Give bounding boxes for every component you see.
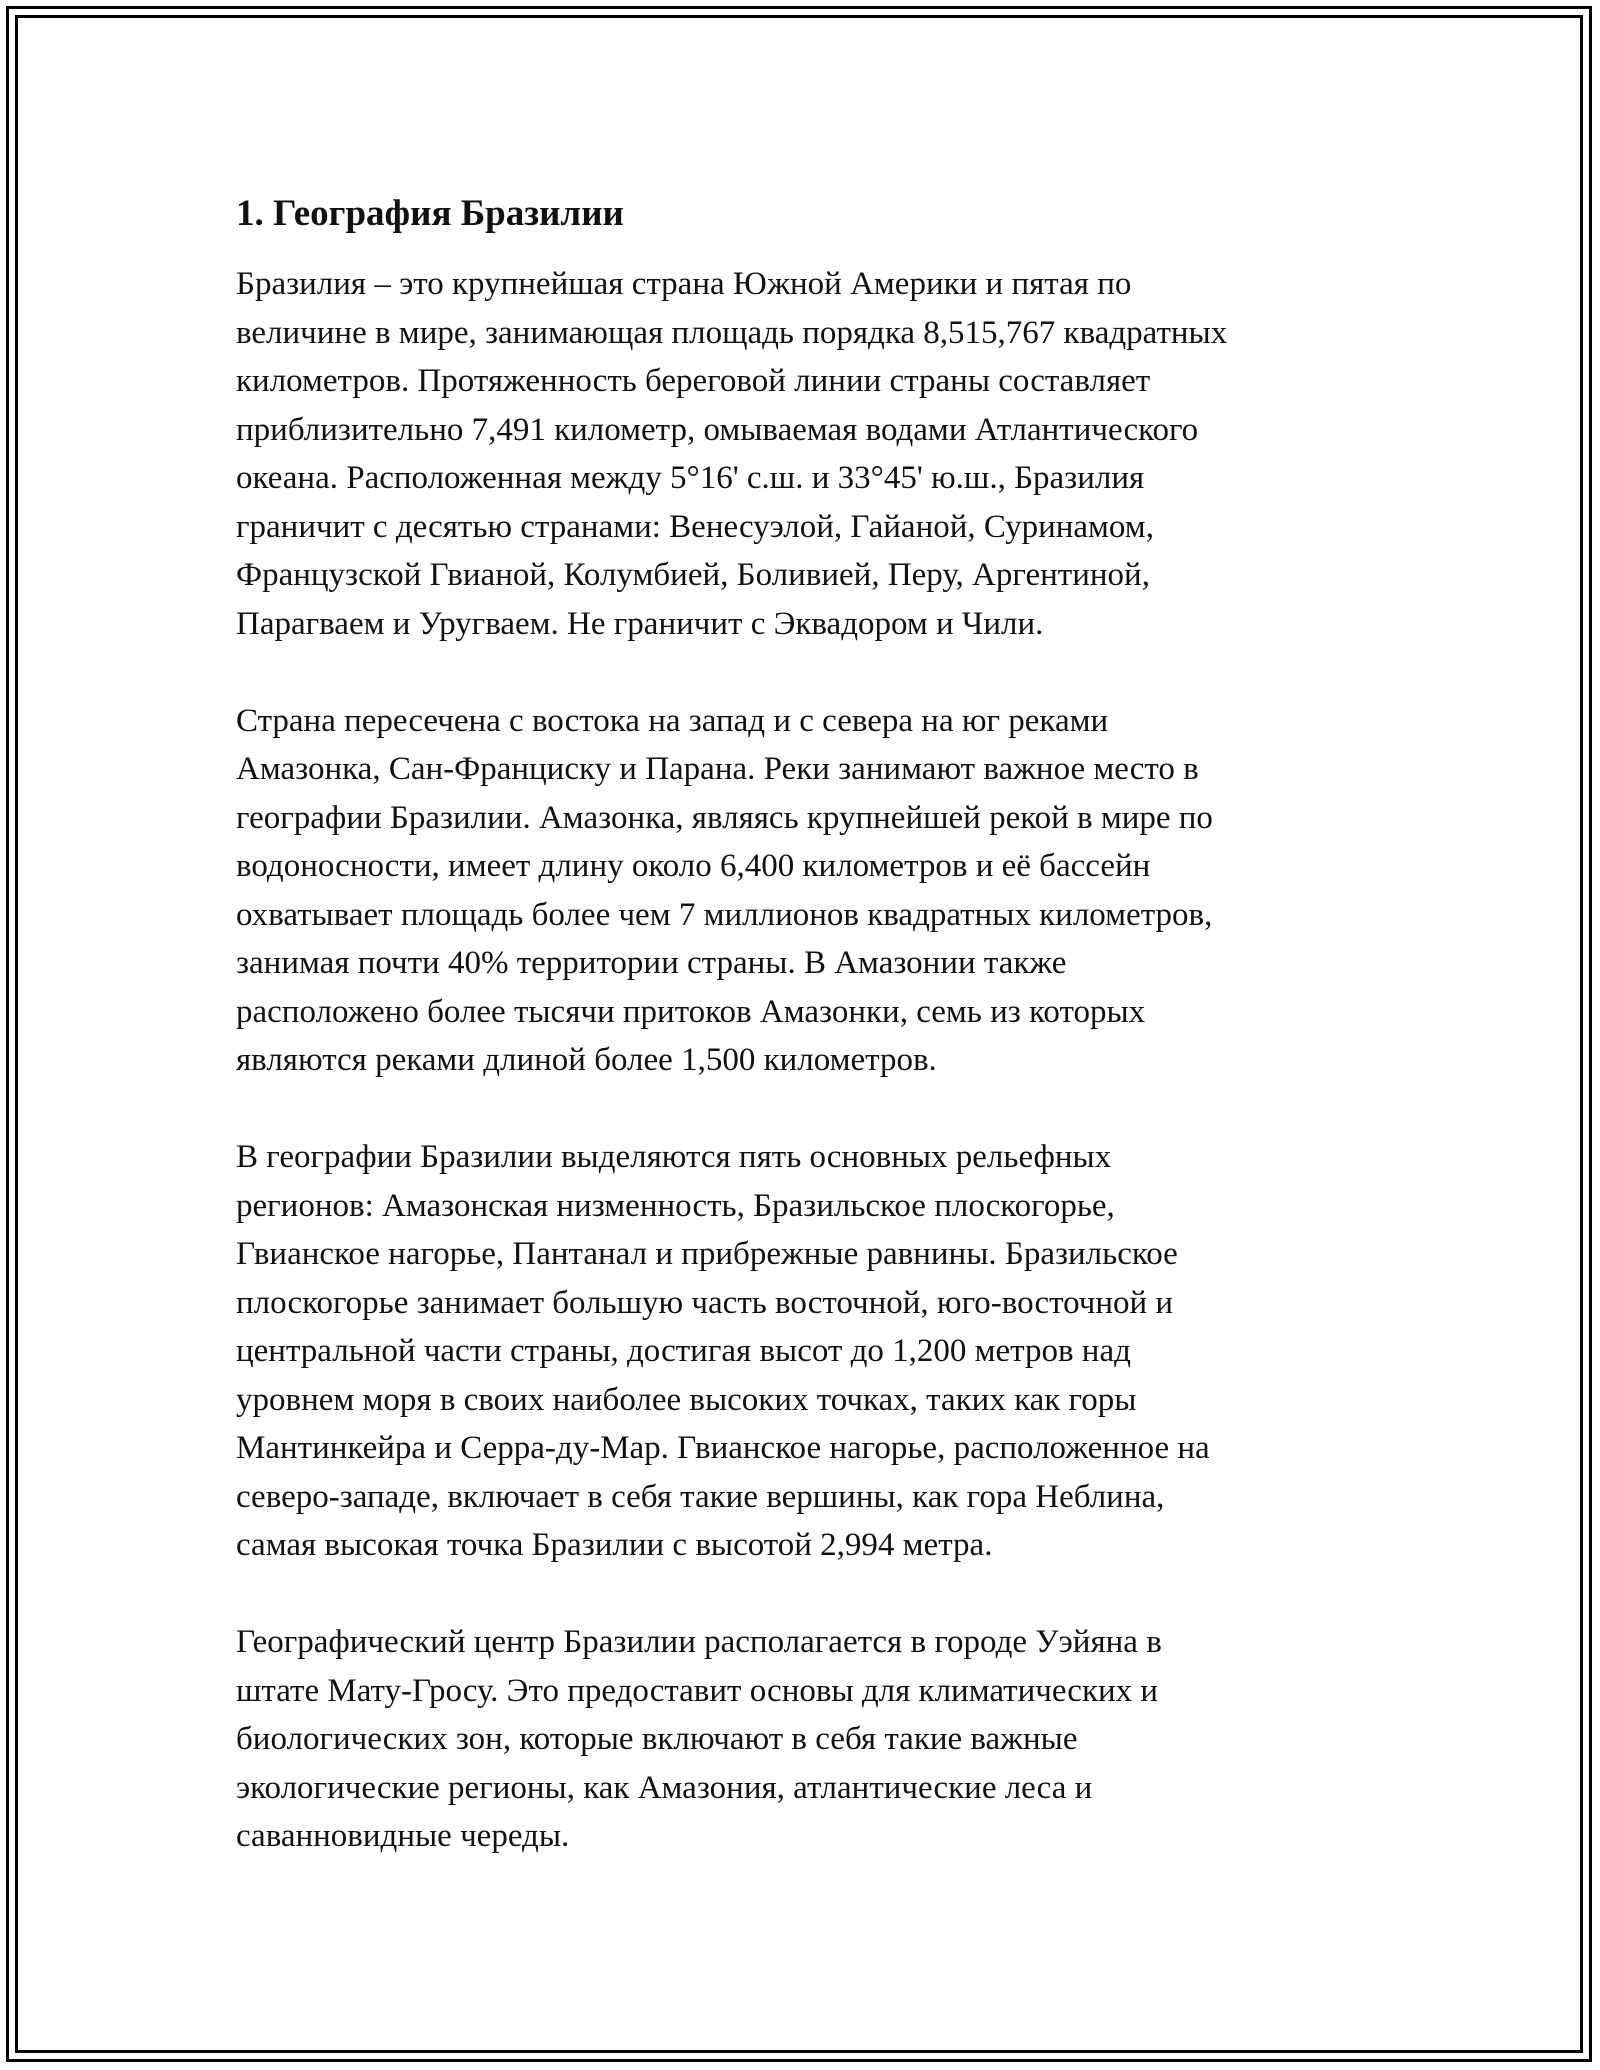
text-line: Амазонка, Сан-Франциску и Парана. Реки занимают важное место в	[236, 751, 1199, 787]
text-line: северо-западе, включает в себя такие вершины, как гора Неблина,	[236, 1478, 1165, 1515]
text-line: Мантинкейра и Серра-ду-Мар. Гвианское нагорье, расположенное на	[236, 1430, 1210, 1466]
text-line: В географии Бразилии выделяются пять основных рельефных	[236, 1139, 1112, 1175]
text-line: географии Бразилии. Амазонка, являясь крупнейшей рекой в мире по	[236, 799, 1213, 836]
text-line: биологических зон, которые включают в себя такие важные	[236, 1721, 1078, 1757]
section-heading: 1. География Бразилии	[236, 193, 624, 234]
text-line: приблизительно 7,491 километр, омываемая водами Атлантического	[236, 411, 1199, 448]
text-line: океана. Расположенная между 5°16' с.ш. и 33°45' ю.ш., Бразилия	[236, 460, 1145, 496]
text-line: граничит с десятью странами: Венесуэлой, Гайаной, Суринамом,	[236, 508, 1154, 545]
text-line: саванновидные череды.	[236, 1818, 570, 1854]
text-line: величине в мире, занимающая площадь порядка 8,515,767 квадратных	[236, 314, 1228, 351]
text-line: водоносности, имеет длину около 6,400 километров и её бассейн	[236, 848, 1151, 884]
text-line: Бразилия – это крупнейшая страна Южной Америки и пятая по	[236, 266, 1132, 302]
text-line: занимая почти 40% территории страны. В Амазонии также	[236, 945, 1067, 981]
text-line: уровнем моря в своих наиболее высоких точках, таких как горы	[236, 1381, 1137, 1418]
paragraph-relief	[236, 1133, 1376, 1570]
text-line: штате Мату-Гросу. Это предоставит основы для климатических и	[236, 1672, 1159, 1709]
paragraph-rivers	[236, 697, 1376, 1085]
text-line: экологические регионы, как Амазония, атлантические леса и	[236, 1769, 1093, 1806]
document-body	[236, 186, 1376, 1909]
text-line: центральной части страны, достигая высот до 1,200 метров над	[236, 1333, 1131, 1369]
text-line: Страна пересечена с востока на запад и с севера на юг реками	[236, 702, 1109, 739]
text-line: плоскогорье занимает большую часть восточной, юго-восточной и	[236, 1284, 1174, 1321]
text-line: километров. Протяженность береговой линии страны составляет	[236, 363, 1151, 399]
text-line: охватывает площадь более чем 7 миллионов квадратных километров,	[236, 896, 1213, 933]
paragraph-center	[236, 1618, 1376, 1861]
text-line: Гвианское нагорье, Пантанал и прибрежные равнины. Бразильское	[236, 1236, 1178, 1272]
text-line: регионов: Амазонская низменность, Бразильское плоскогорье,	[236, 1187, 1115, 1224]
text-line: расположено более тысячи притоков Амазонки, семь из которых	[236, 993, 1146, 1030]
text-line: Парагваем и Уругваем. Не граничит с Эквадором и Чили.	[236, 605, 1044, 642]
text-line: самая высокая точка Бразилии с высотой 2,994 метра.	[236, 1527, 993, 1563]
text-line: Географический центр Бразилии располагается в городе Уэйяна в	[236, 1624, 1162, 1660]
text-line: Французской Гвианой, Колумбией, Боливией, Перу, Аргентиной,	[236, 557, 1150, 593]
text-line: являются реками длиной более 1,500 километров.	[236, 1042, 937, 1078]
paragraph-overview	[236, 260, 1376, 648]
